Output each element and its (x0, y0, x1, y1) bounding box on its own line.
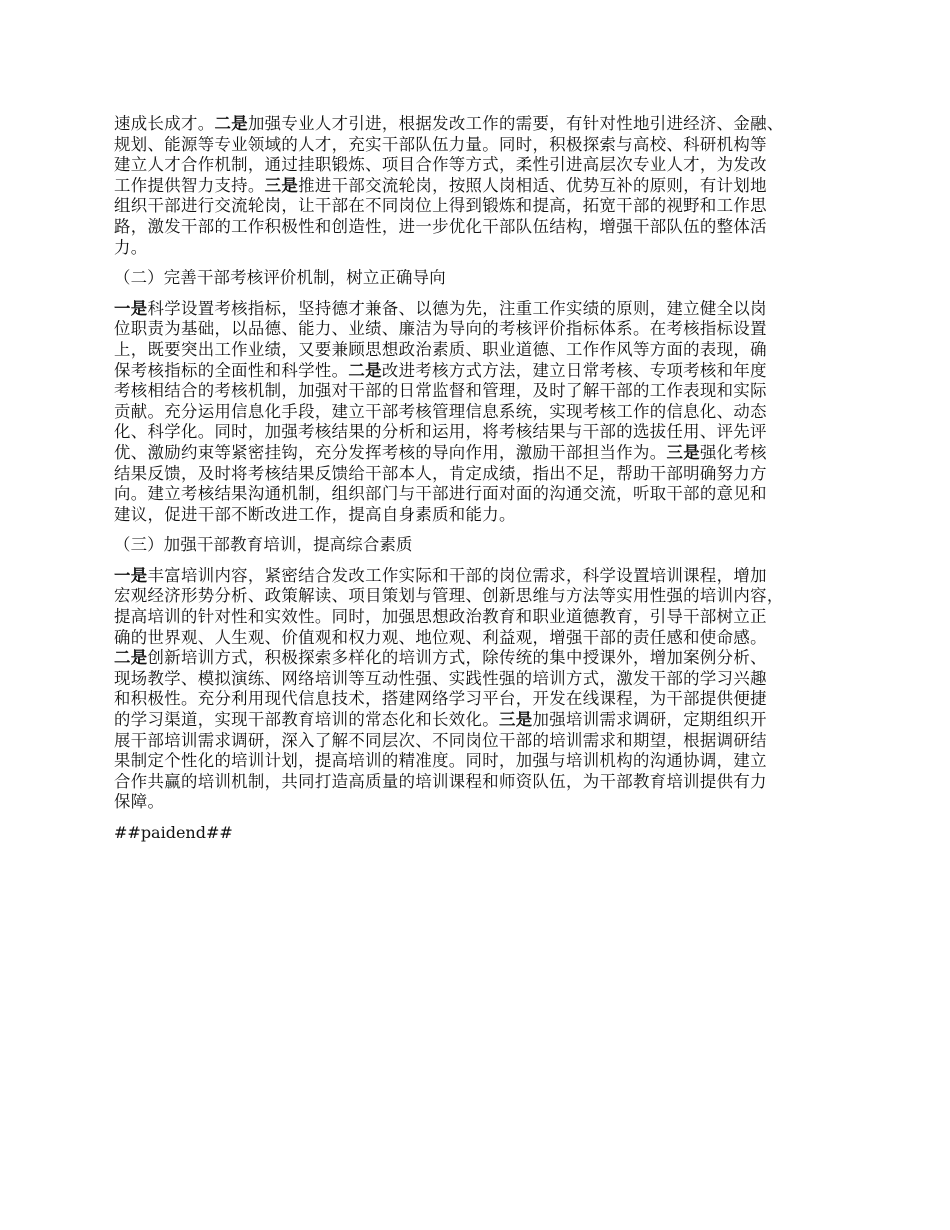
text-run: （二）完善干部考核评价机制，树立正确导向 (114, 268, 446, 288)
text-line (114, 710, 854, 731)
text-line (114, 484, 854, 505)
text-run: 组织干部进行交流轮岗，让干部在不同岗位上得到锻炼和提高，拓宽干部的视野和工作思 (114, 196, 767, 216)
emphasis-label: 三是 (666, 442, 700, 462)
text-run: 保障。 (114, 792, 165, 812)
text-run: 加强专业人才引进，根据发改工作的需要，有针对性地引进经济、金融、 (247, 114, 784, 133)
text-run: 路，激发干部的工作积极性和创造性，进一步优化干部队伍结构，增强干部队伍的整体活 (114, 216, 767, 236)
text-run: 和积极性。充分利用现代信息技术，搭建网络学习平台，开发在线课程，为干部提供便捷 (114, 689, 767, 709)
section-heading (114, 268, 854, 289)
text-run: 科学设置考核指标，坚持德才兼备、以德为先，注重工作实绩的原则，建立健全以岗 (147, 298, 767, 318)
text-line (114, 751, 854, 772)
text-line (114, 464, 854, 485)
text-run: 创新培训方式，积极探索多样化的培训方式，除传统的集中授课外，增加案例分析、 (147, 648, 767, 668)
text-run: 提高培训的针对性和实效性。同时，加强思想政治教育和职业道德教育，引导干部树立正 (114, 607, 767, 627)
text-line (114, 689, 854, 710)
end-marker: ##paidend## (114, 823, 233, 842)
text-line (114, 217, 854, 238)
text-line (114, 772, 854, 793)
text-run: 宏观经济形势分析、政策解读、项目策划与管理、创新思维与方法等实用性强的培训内容， (114, 586, 784, 606)
document-body (114, 114, 854, 813)
text-run: 的学习渠道，实现干部教育培训的常态化和长效化。 (114, 710, 500, 730)
paragraph (114, 114, 854, 258)
text-run: 贡献。充分运用信息化手段，建立干部考核管理信息系统，实现考核工作的信息化、动态 (114, 401, 767, 421)
section-heading (114, 535, 854, 556)
text-run: 合作共赢的培训机制，共同打造高质量的培训课程和师资队伍，为干部教育培训提供有力 (114, 771, 767, 791)
text-line (114, 505, 854, 526)
text-run: 展干部培训需求调研，深入了解不同层次、不同岗位干部的培训需求和期望，根据调研结 (114, 730, 767, 750)
text-run: 改进考核方式方法，建立日常考核、专项考核和年度 (381, 360, 767, 380)
paragraph (114, 299, 854, 526)
text-line (114, 340, 854, 361)
text-line (114, 114, 854, 135)
text-line (114, 566, 854, 587)
text-line (114, 731, 854, 752)
document-page (114, 114, 854, 844)
text-run: 结果反馈，及时将考核结果反馈给干部本人，肯定成绩，指出不足，帮助干部明确努力方 (114, 463, 767, 483)
text-line (114, 238, 854, 259)
text-run: 加强培训需求调研，定期组织开 (532, 710, 767, 730)
text-line (114, 196, 854, 217)
paragraph (114, 566, 854, 813)
text-run: 推进干部交流轮岗，按照人岗相适、优势互补的原则，有计划地 (298, 175, 767, 195)
text-run: 规划、能源等专业领域的人才，充实干部队伍力量。同时，积极探索与高校、科研机构等 (114, 134, 767, 154)
text-run: 现场教学、模拟演练、网络培训等互动性强、实践性强的培训方式，激发干部的学习兴趣 (114, 668, 767, 688)
emphasis-label: 二是 (348, 360, 382, 380)
text-run: 化、科学化。同时，加强考核结果的分析和运用，将考核结果与干部的选拔任用、评先评 (114, 422, 767, 442)
text-line (114, 628, 854, 649)
text-run: 建议，促进干部不断改进工作，提高自身素质和能力。 (114, 504, 516, 524)
text-line (114, 176, 854, 197)
text-line (114, 135, 854, 156)
text-line (114, 648, 854, 669)
text-run: 上，既要突出工作业绩，又要兼顾思想政治素质、职业道德、工作作风等方面的表现，确 (114, 339, 767, 359)
text-line (114, 535, 854, 556)
text-run: 工作提供智力支持。 (114, 175, 265, 195)
emphasis-label: 二是 (114, 648, 148, 668)
text-line (114, 402, 854, 423)
text-line (114, 381, 854, 402)
text-run: 果制定个性化的培训计划，提高培训的精准度。同时，加强与培训机构的沟通协调，建立 (114, 751, 767, 771)
text-line (114, 792, 854, 813)
text-run: 力。 (114, 237, 148, 257)
emphasis-label: 二是 (214, 114, 248, 133)
text-run: 考核相结合的考核机制，加强对干部的日常监督和管理，及时了解干部的工作表现和实际 (114, 381, 767, 401)
text-line (114, 155, 854, 176)
emphasis-label: 一是 (114, 298, 148, 318)
emphasis-label: 三是 (499, 710, 533, 730)
text-line (114, 268, 854, 289)
text-run: 确的世界观、人生观、价值观和权力观、地位观、利益观，增强干部的责任感和使命感。 (114, 627, 767, 647)
text-line (114, 319, 854, 340)
text-run: 建立人才合作机制，通过挂职锻炼、项目合作等方式，柔性引进高层次专业人才，为发改 (114, 155, 767, 175)
text-line (114, 361, 854, 382)
text-run: 丰富培训内容，紧密结合发改工作实际和干部的岗位需求，科学设置培训课程，增加 (147, 565, 767, 585)
text-run: 向。建立考核结果沟通机制，组织部门与干部进行面对面的沟通交流，听取干部的意见和 (114, 484, 767, 504)
text-run: 保考核指标的全面性和科学性。 (114, 360, 349, 380)
text-line (114, 443, 854, 464)
text-line (114, 669, 854, 690)
text-run: （三）加强干部教育培训，提高综合素质 (114, 535, 413, 555)
text-line (114, 607, 854, 628)
text-line (114, 586, 854, 607)
text-run: 优、激励约束等紧密挂钩，充分发挥考核的导向作用，激励干部担当作为。 (114, 442, 667, 462)
text-run: 强化考核 (699, 442, 767, 462)
text-run: 位职责为基础，以品德、能力、业绩、廉洁为导向的考核评价指标体系。在考核指标设置 (114, 319, 767, 339)
text-line (114, 299, 854, 320)
emphasis-label: 三是 (264, 175, 299, 195)
emphasis-label: 一是 (114, 565, 148, 585)
text-line (114, 422, 854, 443)
text-run: 速成长成才。 (114, 114, 215, 133)
